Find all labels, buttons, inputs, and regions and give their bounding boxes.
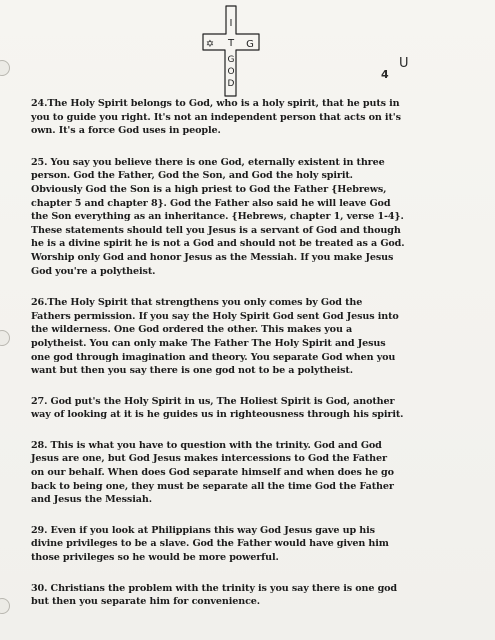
document-body: [31, 97, 473, 609]
punch-hole-bottom: [0, 598, 10, 614]
cross-icon: [195, 4, 275, 100]
paragraph-27: 27. God put's the Holy Spirit in us, The Holiest Spirit is God, another way of looking at it is he guides us in righteousness through his spirit.: [31, 395, 404, 421]
hand-drawn-cross: [195, 4, 275, 100]
cross-letter-g2: G: [227, 55, 235, 65]
paragraph-30: 30. Christians the problem with the trinity is you say there is one god but then you separate him for convenience.: [31, 582, 398, 608]
paragraph-25: 25. You say you believe there is one God, eternally existent in three person. God the Father, God the Son, and God the holy spirit. Obviously God the Son is a high priest to God the Father {Hebrews, chapter 5 and chapter 8}. God the Father also said he will leave God the Son everything as an inheritance. {Hebrews, chapter 1, verse 1-4}. These statements should tell you Jesus is a servant of God and though he is a divine spirit he is not a God and should not be treated as a God. Worship only God and honor Jesus as the Messiah. If you make Jesus God you're a polytheist.: [31, 156, 405, 277]
paragraph-24: 24.The Holy Spirit belongs to God, who is a holy spirit, that he puts in you to guide you right. It's not an independent person that acts on it's own. It's a force God uses in people.: [31, 98, 401, 137]
cross-letter-g: G: [246, 39, 254, 50]
punch-hole-middle: [0, 330, 10, 346]
paragraph-29: 29. Even if you look at Philippians this way God Jesus gave up his divine privileges to be a slave. God the Father would have given him those privileges so he would be more powerful.: [31, 524, 389, 564]
paragraph-26: 26.The Holy Spirit that strengthens you only comes by God the Fathers permission. If you say the Holy Spirit God sent God Jesus into the wilderness. One God ordered the other. This makes you a polytheist. You can only make The Father The Holy Spirit and Jesus one god through imagination and theory. You separate God when you want but then you say there is one god not to be a polytheist.: [31, 297, 399, 377]
cross-letter-o: O: [227, 67, 235, 77]
page-number: 4: [381, 68, 389, 81]
cross-letter-i: I: [229, 18, 233, 29]
star-of-david-icon: ✡: [205, 39, 215, 50]
cross-letter-t: T: [227, 38, 235, 49]
punch-hole-top: [0, 60, 10, 76]
cross-letter-d: D: [227, 79, 235, 89]
paragraph-28: 28. This is what you have to question with the trinity. God and God Jesus are one, but God Jesus makes intercessions to God the Father on our behalf. When does God separate himself and when does he go back to being one, they must be separate all the time God the Father and Jesus the Messiah.: [31, 439, 394, 506]
corner-mark: U: [399, 56, 409, 71]
